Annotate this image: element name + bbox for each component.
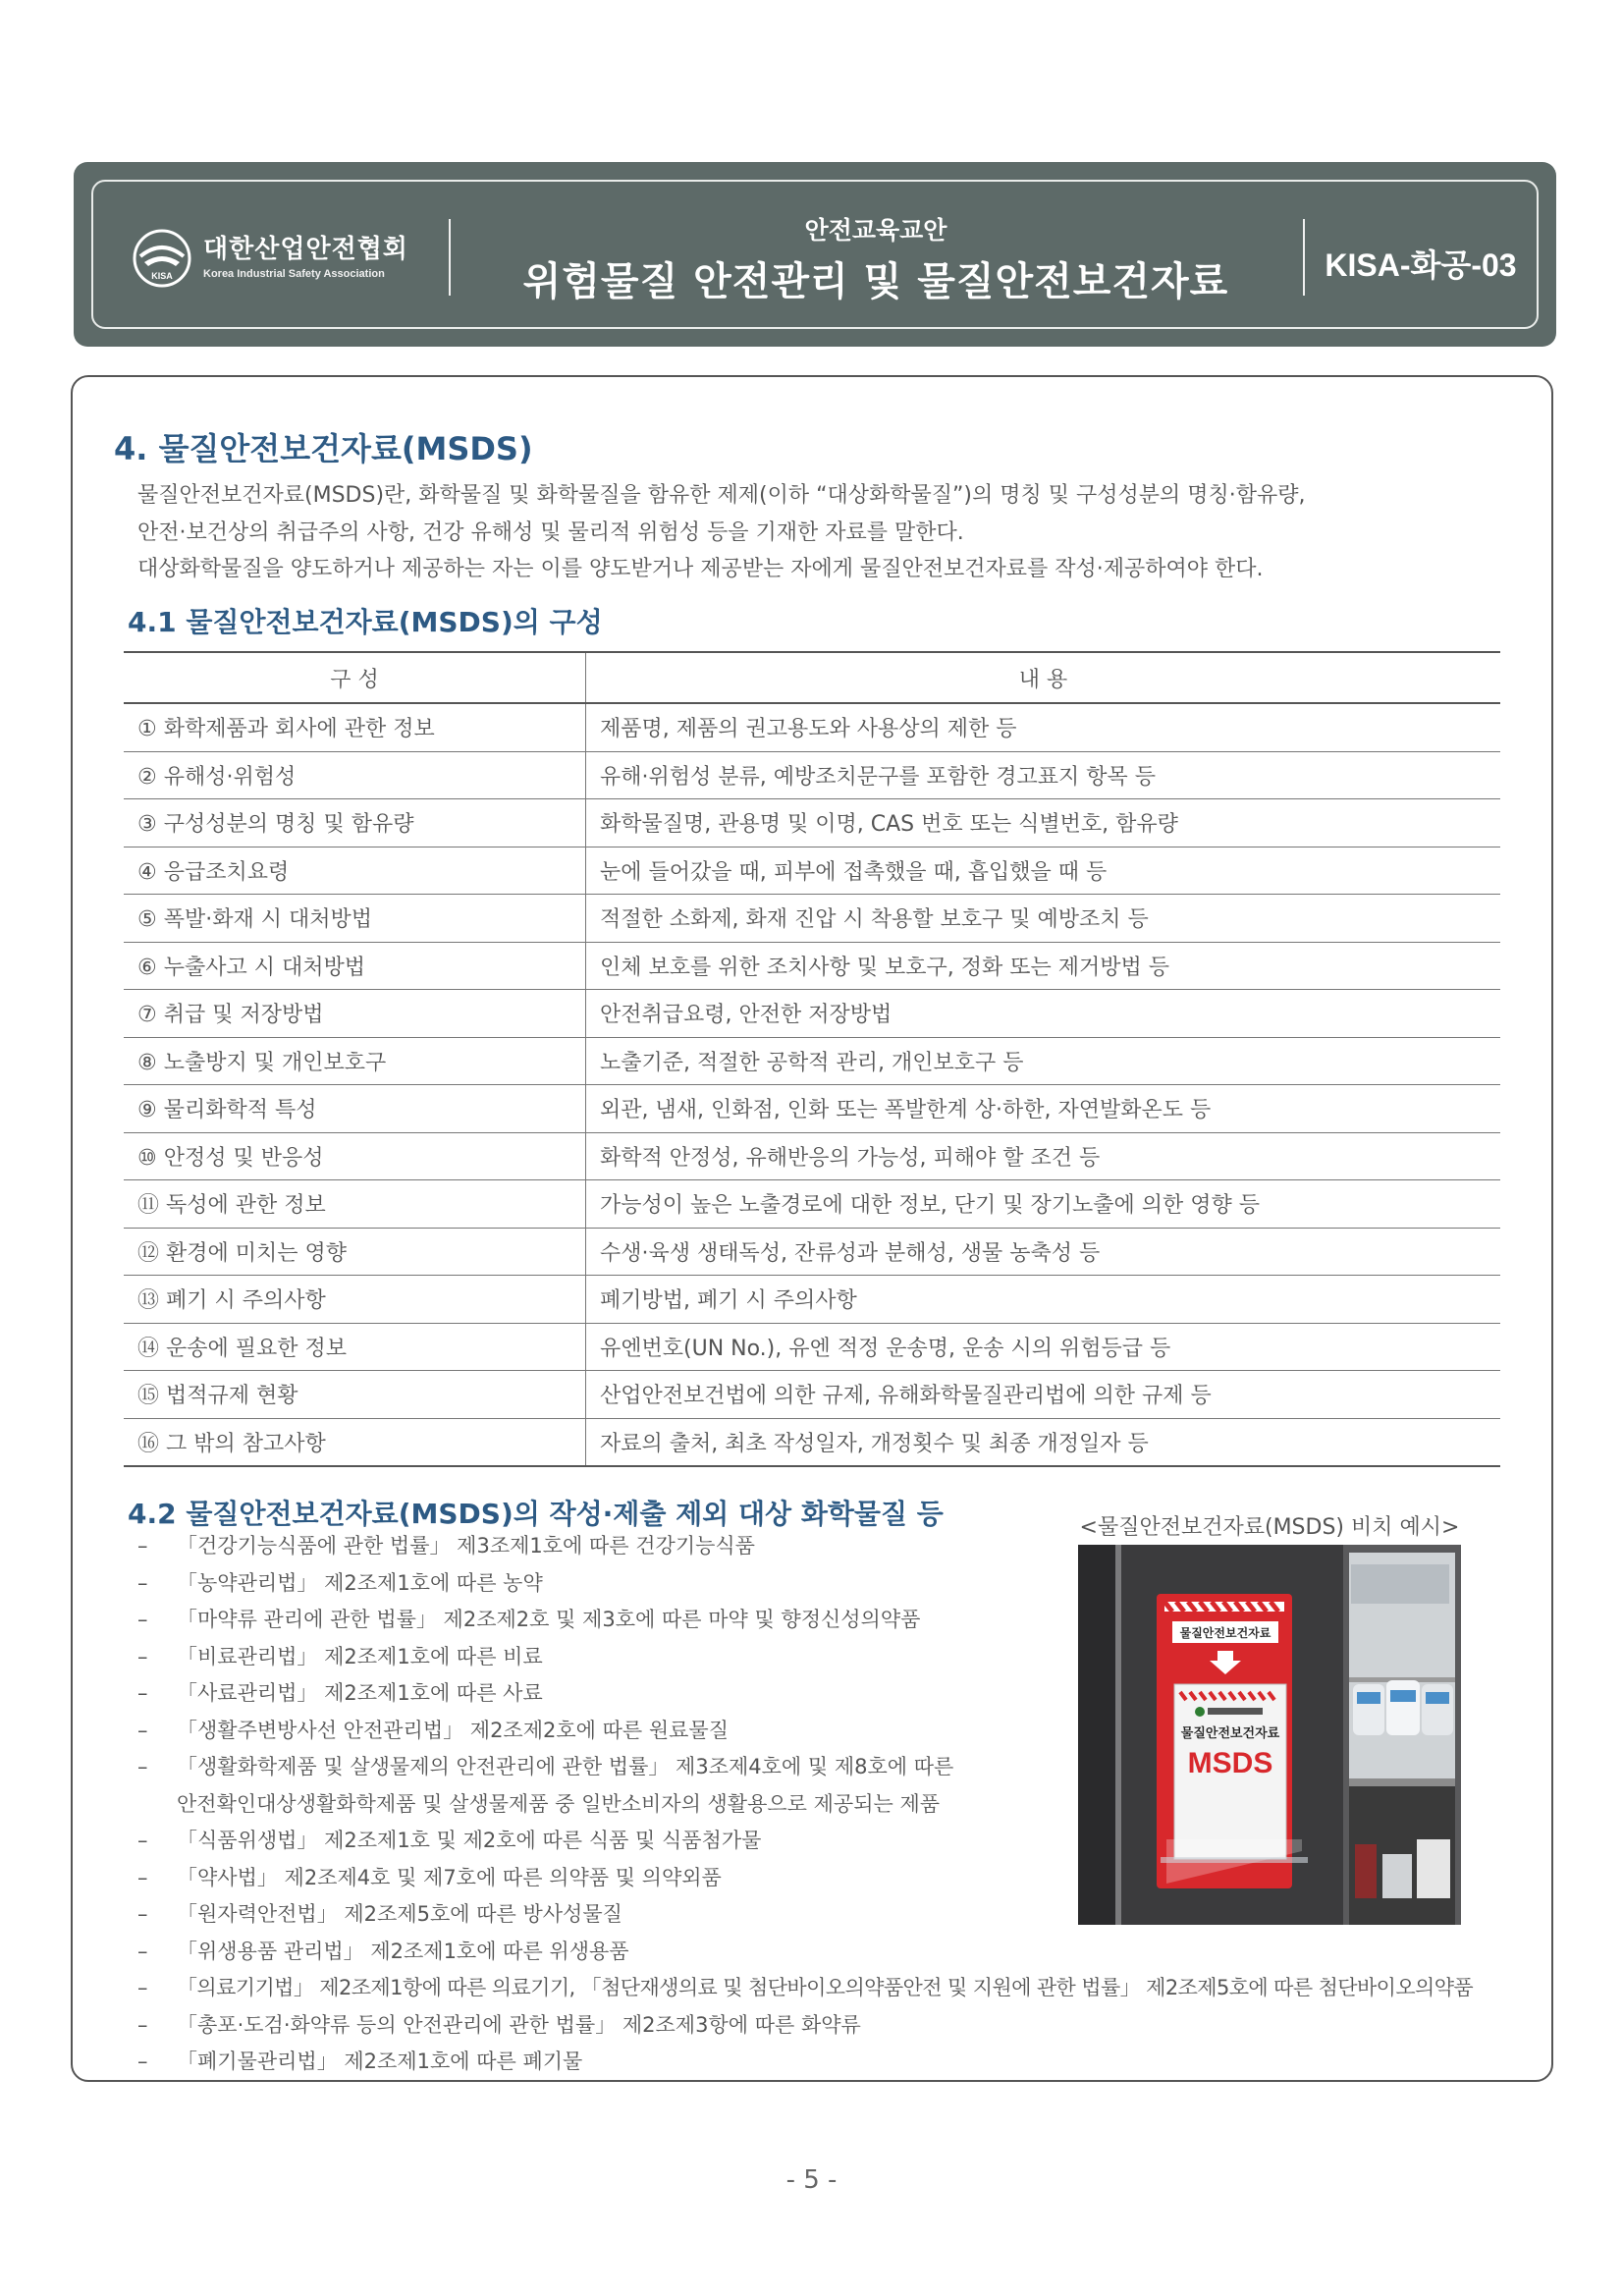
table-cell-content: 화학적 안정성, 유해반응의 가능성, 피해야 할 조건 등 xyxy=(586,1132,1501,1180)
list-item xyxy=(137,2044,1542,2081)
table-cell-content: 가능성이 높은 노출경로에 대한 정보, 단기 및 장기노출에 의한 영향 등 xyxy=(586,1180,1501,1229)
table-cell-item: ④ 응급조치요령 xyxy=(124,847,586,895)
table-cell-item: ① 화학제품과 회사에 관한 정보 xyxy=(124,703,586,751)
table-row xyxy=(124,1085,1500,1133)
list-item xyxy=(137,1934,1542,1971)
table-cell-content: 수생·육생 생태독성, 잔류성과 분해성, 생물 농축성 등 xyxy=(586,1228,1501,1276)
table-cell-item: ⑫ 환경에 미치는 영향 xyxy=(124,1228,586,1276)
list-item-text: 「약사법」 제2조제4호 및 제7호에 따른 의약품 및 의약외품 xyxy=(177,1865,722,1889)
photo-caption: <물질안전보건자료(MSDS) 비치 예시> xyxy=(1079,1515,1460,1540)
table-row xyxy=(124,1323,1500,1371)
table-row xyxy=(124,703,1500,751)
page-number: - 5 - xyxy=(785,2165,838,2195)
table-cell-content: 외관, 냄새, 인화점, 인화 또는 폭발한계 상·하한, 자연발화온도 등 xyxy=(586,1085,1501,1133)
table-row xyxy=(124,799,1500,847)
list-item-text: 「농약관리법」 제2조제1호에 따른 농약 xyxy=(177,1570,543,1595)
dash-marker: – xyxy=(137,1534,148,1558)
dash-marker: – xyxy=(137,1644,148,1668)
header-frame xyxy=(91,180,1539,329)
table-cell-content: 유엔번호(UN No.), 유엔 적정 운송명, 운송 시의 위험등급 등 xyxy=(586,1323,1501,1371)
table-cell-item: ⑦ 취급 및 저장방법 xyxy=(124,990,586,1038)
table-cell-item: ② 유해성·위험성 xyxy=(124,751,586,799)
org-name-en: Korea Industrial Safety Association xyxy=(203,268,385,280)
msds-structure-table xyxy=(124,651,1500,1467)
table-cell-item: ⑬ 폐기 시 주의사항 xyxy=(124,1276,586,1324)
intro-line: 안전·보건상의 취급주의 사항, 건강 유해성 및 물리적 위험성 등을 기재한 자료를 말한다. xyxy=(137,520,964,545)
dash-marker: – xyxy=(137,1570,148,1595)
table-cell-content: 제품명, 제품의 권고용도와 사용상의 제한 등 xyxy=(586,703,1501,751)
intro-line: 대상화학물질을 양도하거나 제공하는 자는 이를 양도받거나 제공받는 자에게 물질안전보건자료를 작성·제공하여야 한다. xyxy=(137,557,1264,581)
dash-marker: – xyxy=(137,1681,148,1705)
dash-marker: – xyxy=(137,1608,148,1631)
table-cell-content: 유해·위험성 분류, 예방조치문구를 포함한 경고표지 항목 등 xyxy=(586,751,1501,799)
table-row xyxy=(124,1276,1500,1324)
org-name: 대한산업안전협회 xyxy=(203,235,408,264)
table-cell-content: 안전취급요령, 안전한 저장방법 xyxy=(586,990,1501,1038)
list-item-text: 「마약류 관리에 관한 법률」 제2조제2호 및 제3호에 따른 마약 및 향정신성의약품 xyxy=(177,1608,921,1631)
dash-marker: – xyxy=(137,1829,148,1852)
org-logo xyxy=(131,223,455,292)
header-subtitle: 안전교육교안 xyxy=(804,216,947,245)
list-item-text: 「위생용품 관리법」 제2조제1호에 따른 위생용품 xyxy=(177,1939,629,1963)
list-item xyxy=(137,2007,1542,2045)
table-row xyxy=(124,1418,1500,1466)
dash-marker: – xyxy=(137,1902,148,1926)
dash-marker: – xyxy=(137,2012,148,2037)
dash-marker: – xyxy=(137,1976,147,1999)
list-item-text: 「식품위생법」 제2조제1호 및 제2호에 따른 식품 및 식품첨가물 xyxy=(177,1829,762,1852)
table-cell-content: 화학물질명, 관용명 및 이명, CAS 번호 또는 식별번호, 함유량 xyxy=(586,799,1501,847)
subsection-title-structure: 4.1 물질안전보건자료(MSDS)의 구성 xyxy=(128,606,603,638)
table-row xyxy=(124,942,1500,990)
dash-marker: – xyxy=(137,1939,148,1963)
dash-marker: – xyxy=(137,1718,148,1742)
table-cell-content: 폐기방법, 폐기 시 주의사항 xyxy=(586,1276,1501,1324)
list-item-text: 「비료관리법」 제2조제1호에 따른 비료 xyxy=(177,1644,543,1668)
intro-line: 물질안전보건자료(MSDS)란, 화학물질 및 화학물질을 함유한 제제(이하 “대상화학물질”)의 명칭 및 구성성분의 명칭·함유량, xyxy=(137,483,1306,508)
dash-marker: – xyxy=(137,2050,148,2073)
table-cell-item: ⑮ 법적규제 현황 xyxy=(124,1371,586,1419)
list-item-text: 「건강기능식품에 관한 법률」 제3조제1호에 따른 건강기능식품 xyxy=(177,1534,755,1558)
subsection-title-exempt: 4.2 물질안전보건자료(MSDS)의 작성·제출 제외 대상 화학물질 등 xyxy=(128,1498,944,1530)
msds-cabinet-photo xyxy=(1078,1545,1461,1925)
table-row xyxy=(124,847,1500,895)
kisa-logo-icon xyxy=(131,227,193,290)
table-row xyxy=(124,1371,1500,1419)
table-row xyxy=(124,990,1500,1038)
dash-marker: – xyxy=(137,1755,148,1778)
folder-logo-icon xyxy=(1195,1707,1205,1717)
table-row xyxy=(124,895,1500,943)
table-cell-item: ⑥ 누출사고 시 대처방법 xyxy=(124,942,586,990)
table-cell-content: 눈에 들어갔을 때, 피부에 접촉했을 때, 흡입했을 때 등 xyxy=(586,847,1501,895)
table-cell-item: ⑤ 폭발·화재 시 대처방법 xyxy=(124,895,586,943)
column-header: 구 성 xyxy=(124,652,586,703)
table-cell-content: 노출기준, 적절한 공학적 관리, 개인보호구 등 xyxy=(586,1037,1501,1085)
table-row xyxy=(124,1037,1500,1085)
dash-marker: – xyxy=(137,1865,148,1889)
table-header-row xyxy=(124,652,1500,703)
table-row xyxy=(124,1180,1500,1229)
table-cell-item: ⑧ 노출방지 및 개인보호구 xyxy=(124,1037,586,1085)
header-title-block xyxy=(449,182,1303,329)
box-label: 물질안전보건자료 xyxy=(1179,1626,1271,1640)
section-title: 4. 물질안전보건자료(MSDS) xyxy=(114,430,533,467)
logo-text: KISA xyxy=(151,271,173,281)
list-item-text: 「사료관리법」 제2조제1호에 따른 사료 xyxy=(177,1681,543,1705)
list-item xyxy=(137,1970,1542,2007)
header-title: 위험물질 안전관리 및 물질안전보건자료 xyxy=(522,259,1229,304)
table-cell-content: 산업안전보건법에 의한 규제, 유해화학물질관리법에 의한 규제 등 xyxy=(586,1371,1501,1419)
table-cell-content: 적절한 소화제, 화재 진압 시 착용할 보호구 및 예방조치 등 xyxy=(586,895,1501,943)
document-header xyxy=(74,162,1556,347)
table-cell-content: 자료의 출처, 최초 작성일자, 개정횟수 및 최종 개정일자 등 xyxy=(586,1418,1501,1466)
table-cell-item: ⑯ 그 밖의 참고사항 xyxy=(124,1418,586,1466)
folder-label: 물질안전보건자료 xyxy=(1180,1726,1280,1741)
table-cell-item: ③ 구성성분의 명칭 및 함유량 xyxy=(124,799,586,847)
table-cell-item: ⑨ 물리화학적 특성 xyxy=(124,1085,586,1133)
list-item-text: 「원자력안전법」 제2조제5호에 따른 방사성물질 xyxy=(177,1902,622,1926)
list-item-text: 「생활주변방사선 안전관리법」 제2조제2호에 따른 원료물질 xyxy=(177,1718,729,1742)
list-item-text: 안전확인대상생활화학제품 및 살생물제품 중 일반소비자의 생활용으로 제공되는 제품 xyxy=(177,1791,941,1816)
table-row xyxy=(124,1132,1500,1180)
table-row xyxy=(124,1228,1500,1276)
table-cell-item: ⑭ 운송에 필요한 정보 xyxy=(124,1323,586,1371)
table-cell-item: ⑪ 독성에 관한 정보 xyxy=(124,1180,586,1229)
list-item-text: 「의료기기법」 제2조제1항에 따른 의료기기, 「첨단재생의료 및 첨단바이오의약품안전 및 지원에 관한 법률」 제2조제5호에 따른 첨단바이오의약품 xyxy=(177,1976,1474,1999)
document-code: KISA-화공-03 xyxy=(1325,247,1517,283)
table-row xyxy=(124,751,1500,799)
table-cell-content: 인체 보호를 위한 조치사항 및 보호구, 정화 또는 제거방법 등 xyxy=(586,942,1501,990)
list-item-text: 「생활화학제품 및 살생물제의 안전관리에 관한 법률」 제3조제4호에 및 제8호에 따른 xyxy=(177,1755,954,1778)
list-item-text: 「총포·도검·화약류 등의 안전관리에 관한 법률」 제2조제3항에 따른 화약류 xyxy=(177,2012,861,2037)
list-item-text: 「폐기물관리법」 제2조제1호에 따른 폐기물 xyxy=(177,2050,583,2073)
column-header: 내 용 xyxy=(586,652,1501,703)
table-cell-item: ⑩ 안정성 및 반응성 xyxy=(124,1132,586,1180)
folder-msds-text: MSDS xyxy=(1187,1747,1273,1779)
